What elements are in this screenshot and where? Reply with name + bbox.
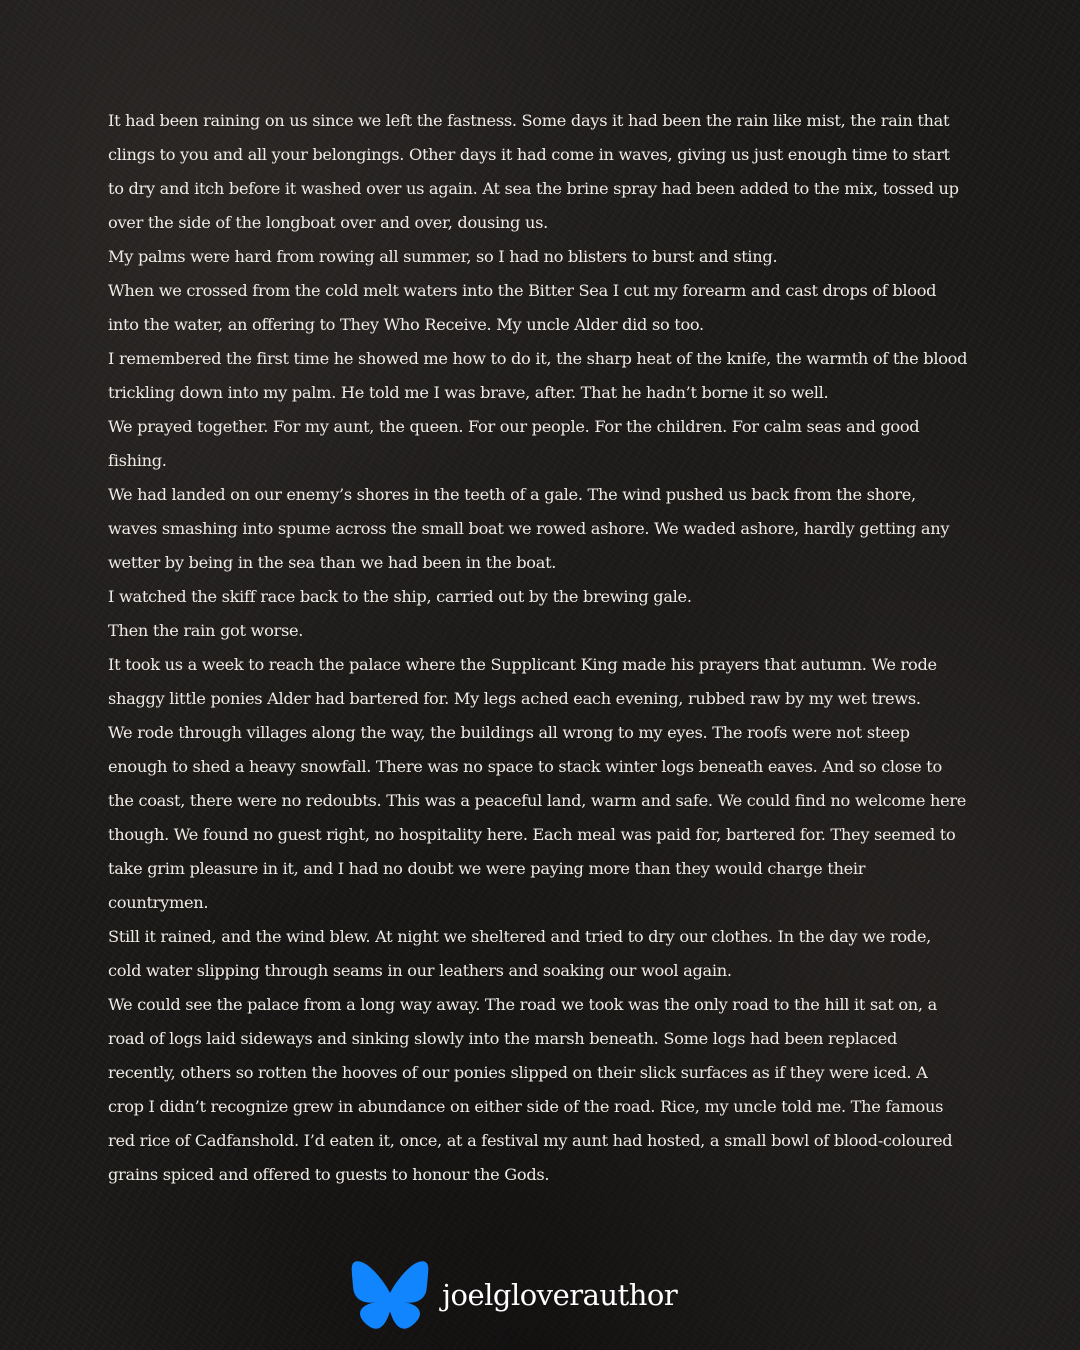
story-paragraph: We prayed together. For my aunt, the queen. For our people. For the children. For calm seas and good fishing. — [108, 417, 920, 470]
story-paragraph: We had landed on our enemy’s shores in the teeth of a gale. The wind pushed us back from the shore, waves smashing into spume across the small boat we rowed ashore. We waded ashore, hardly getting any wetter by being in the sea than we had been in the boat. — [108, 485, 950, 572]
author-signature — [348, 1258, 677, 1332]
story-paragraph: We could see the palace from a long way away. The road we took was the only road to the hill it sat on, a road of logs laid sideways and sinking slowly into the marsh beneath. Some logs had been replaced recently, others so rotten the hooves of our ponies slipped on their slick surfaces as if they were iced. A crop I didn’t recognize grew in abundance on either side of the road. Rice, my uncle told me. The famous red rice of Cadfanshold. I’d eaten it, once, at a festival my aunt had hosted, a small bowl of blood-coloured grains spiced and offered to guests to honour the Gods. — [108, 995, 953, 1184]
story-text — [108, 104, 968, 1192]
story-paragraph: It took us a week to reach the palace where the Supplicant King made his prayers that autumn. We rode shaggy little ponies Alder had bartered for. My legs ached each evening, rubbed raw by my wet trews. — [108, 655, 937, 708]
author-handle: joelgloverauthor — [442, 1278, 678, 1312]
story-paragraph: My palms were hard from rowing all summer, so I had no blisters to burst and sting. — [108, 247, 778, 266]
butterfly-icon — [348, 1260, 432, 1330]
story-paragraph: I watched the skiff race back to the ship, carried out by the brewing gale. — [108, 587, 692, 606]
story-paragraph: I remembered the first time he showed me how to do it, the sharp heat of the knife, the warmth of the blood trickling down into my palm. He told me I was brave, after. That he hadn’t borne it so well. — [108, 349, 968, 402]
story-paragraph: It had been raining on us since we left the fastness. Some days it had been the rain like mist, the rain that clings to you and all your belongings. Other days it had come in waves, giving us just enough time to start to dry and itch before it washed over us again. At sea the brine spray had been added to the mix, tossed up over the side of the longboat over and over, dousing us. — [108, 111, 959, 232]
story-paragraph: We rode through villages along the way, the buildings all wrong to my eyes. The roofs were not steep enough to shed a heavy snowfall. There was no space to stack winter logs beneath eaves. And so close to the coast, there were no redoubts. This was a peaceful land, warm and safe. We could find no welcome here though. We found no guest right, no hospitality here. Each meal was paid for, bartered for. They seemed to take grim pleasure in it, and I had no doubt we were paying more than they would charge their countrymen. — [108, 723, 967, 912]
story-paragraph: Then the rain got worse. — [108, 621, 304, 640]
story-paragraph: Still it rained, and the wind blew. At night we sheltered and tried to dry our clothes. In the day we rode, cold water slipping through seams in our leathers and soaking our wool again. — [108, 927, 931, 980]
story-paragraph: When we crossed from the cold melt waters into the Bitter Sea I cut my forearm and cast drops of blood into the water, an offering to They Who Receive. My uncle Alder did so too. — [108, 281, 937, 334]
